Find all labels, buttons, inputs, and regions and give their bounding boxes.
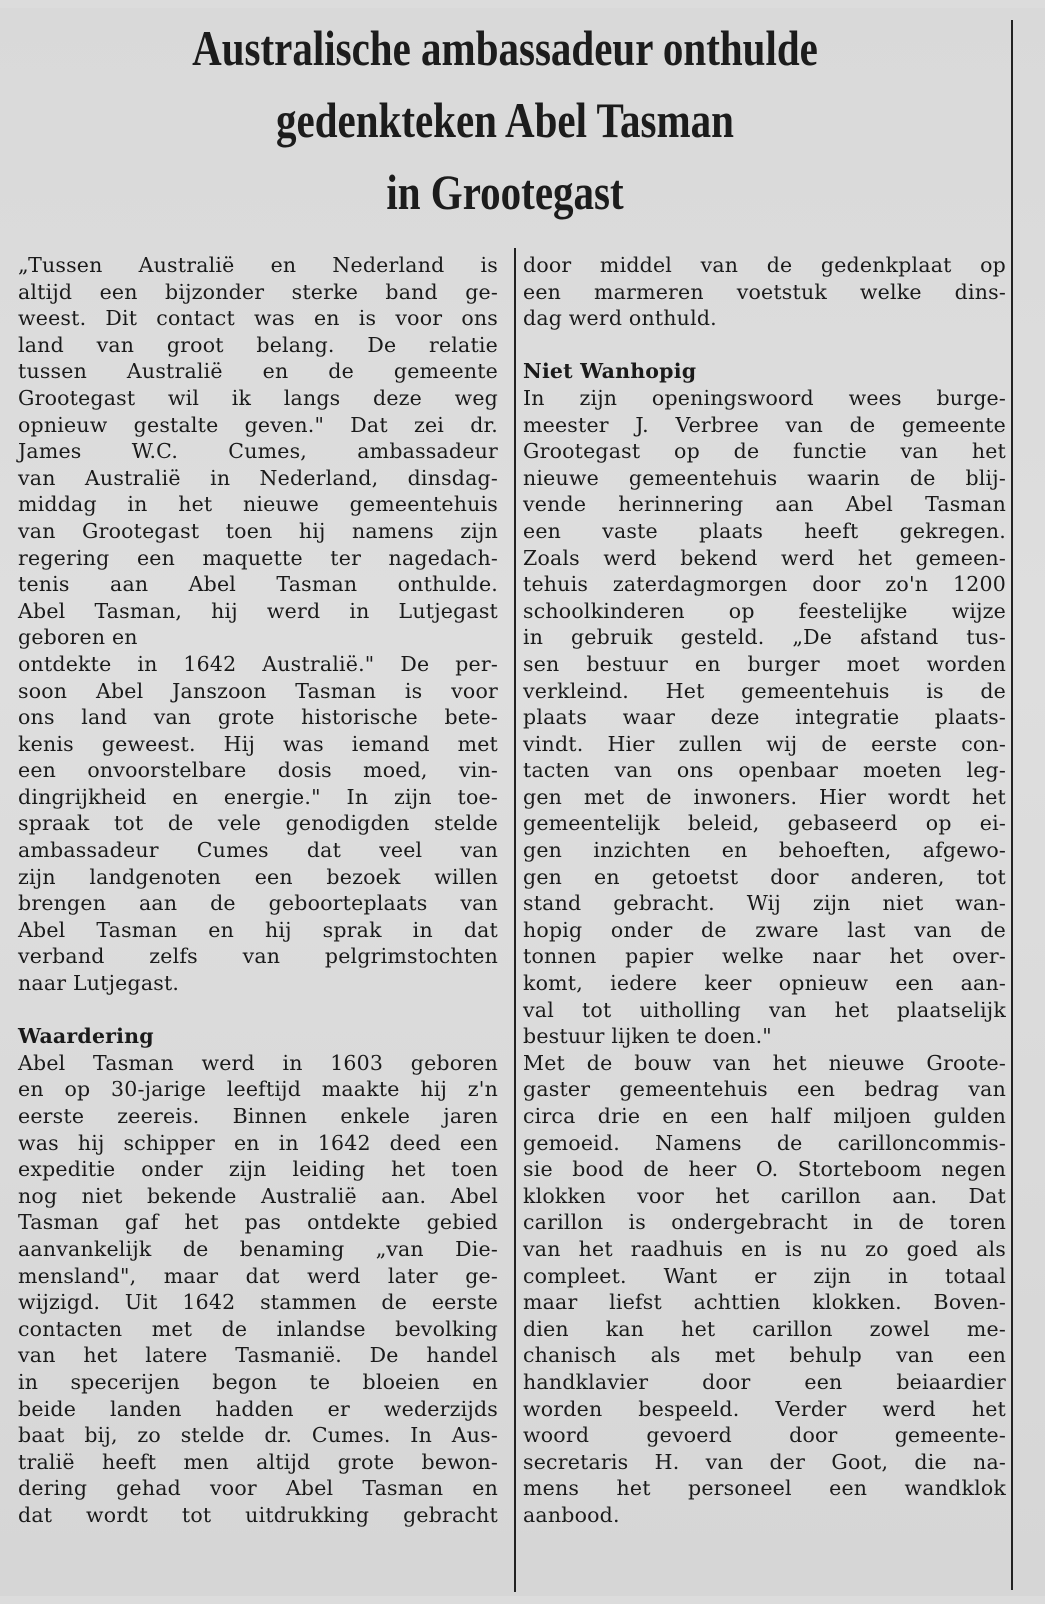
- text-line: van Grootegast toen hij namens zijn: [18, 518, 498, 543]
- text-line: zijn landgenoten een bezoek willen: [18, 864, 498, 889]
- text-line: circa drie en een half miljoen gulden: [523, 1104, 1006, 1128]
- text-line: komt, iedere keer opnieuw een aan-: [523, 971, 1006, 996]
- text-line: dering gehad voor Abel Tasman en: [18, 1476, 498, 1501]
- text-line: in specerijen begon te bloeien en: [18, 1369, 498, 1394]
- text-line: middag in het nieuwe gemeentehuis: [18, 492, 498, 517]
- text-line: regering een maquette ter nagedach-: [18, 545, 498, 570]
- right-column: [523, 252, 1006, 1529]
- text-line: gen inzichten en behoeften, afgewo-: [523, 838, 1006, 863]
- text-line: weest. Dit contact was en is voor ons: [18, 306, 498, 331]
- text-line: Zoals werd bekend werd het gemeen-: [523, 545, 1006, 570]
- text-line: aanbood.: [523, 1502, 620, 1527]
- text-line: contacten met de inlandse bevolking: [18, 1316, 498, 1341]
- text-line: bestuur lijken te doen.": [523, 1024, 772, 1049]
- column-divider: [514, 248, 516, 1592]
- text-line: een vaste plaats heeft gekregen.: [523, 518, 1006, 543]
- text-line: verband zelfs van pelgrimstochten: [18, 944, 498, 969]
- text-line: was hij schipper en in 1642 deed een: [18, 1130, 498, 1155]
- text-line: Abel Tasman werd in 1603 geboren: [18, 1050, 498, 1075]
- text-line: dat wordt tot uitdrukking gebracht: [18, 1502, 498, 1527]
- text-line: mens het personeel een wandklok: [523, 1476, 1006, 1501]
- text-line: aanvankelijk de benaming „van Die-: [18, 1236, 498, 1261]
- text-line: Grootegast wil ik langs deze weg: [18, 385, 498, 410]
- text-line: in gebruik gesteld. „De afstand tus-: [523, 625, 1006, 650]
- left-column: [18, 252, 498, 1529]
- headline-line: Australische ambassadeur onthulde: [192, 20, 818, 76]
- text-line: Met de bouw van het nieuwe Groote-: [523, 1050, 1006, 1075]
- text-line: naar Lutjegast.: [18, 971, 180, 996]
- text-line: baat bij, zo stelde dr. Cumes. In Aus-: [18, 1423, 498, 1448]
- text-line: gemeentelijk beleid, gebaseerd op ei-: [523, 811, 1006, 836]
- headline: [91, 12, 919, 228]
- text-line: James W.C. Cumes, ambassadeur: [18, 439, 498, 464]
- text-line: altijd een bijzonder sterke band ge-: [18, 279, 498, 304]
- text-line: plaats waar deze integratie plaats-: [523, 705, 1006, 730]
- text-line: van Australië in Nederland, dinsdag-: [18, 465, 498, 490]
- text-line: spraak tot de vele genodigden stelde: [18, 811, 498, 836]
- text-line: schoolkinderen op feestelijke wijze: [523, 598, 1006, 623]
- text-line: woord gevoerd door gemeente-: [523, 1423, 1006, 1448]
- text-line: Abel Tasman en hij sprak in dat: [18, 917, 498, 942]
- text-line: nieuwe gemeentehuis waarin de blij-: [523, 465, 1006, 490]
- text-line: wijzigd. Uit 1642 stammen de eerste: [18, 1290, 498, 1315]
- text-line: kenis geweest. Hij was iemand met: [18, 731, 498, 756]
- text-line: worden bespeeld. Verder werd het: [523, 1396, 1006, 1421]
- text-line: expeditie onder zijn leiding het toen: [18, 1157, 498, 1182]
- paragraph-gap: [523, 332, 1006, 359]
- text-line: ons land van grote historische bete-: [18, 705, 498, 730]
- text-line: tralië heeft men altijd grote bewon-: [18, 1449, 498, 1474]
- text-line: geboren en: [18, 625, 138, 650]
- text-line: ambassadeur Cumes dat veel van: [18, 838, 498, 863]
- text-line: handklavier door een beiaardier: [523, 1369, 1006, 1394]
- text-line: brengen aan de geboorteplaats van: [18, 891, 498, 916]
- text-line: vindt. Hier zullen wij de eerste con-: [523, 731, 1006, 756]
- text-line: secretaris H. van der Goot, die na-: [523, 1449, 1006, 1474]
- text-line: soon Abel Janszoon Tasman is voor: [18, 678, 498, 703]
- text-line: eerste zeereis. Binnen enkele jaren: [18, 1104, 498, 1128]
- text-line: stand gebracht. Wij zijn niet wan-: [523, 891, 1006, 916]
- text-line: nog niet bekende Australië aan. Abel: [18, 1183, 498, 1208]
- text-line: In zijn openingswoord wees burge-: [523, 385, 1006, 410]
- text-line: sie bood de heer O. Storteboom negen: [523, 1157, 1006, 1182]
- text-line: chanisch als met behulp van een: [523, 1343, 1006, 1368]
- text-line: Grootegast op de functie van het: [523, 439, 1006, 464]
- text-line: tehuis zaterdagmorgen door zo'n 1200: [523, 572, 1006, 597]
- text-line: mensland", maar dat werd later ge-: [18, 1263, 498, 1288]
- text-line: Abel Tasman, hij werd in Lutjegast: [18, 598, 498, 623]
- right-border-rule: [1011, 20, 1013, 1590]
- text-line: een onvoorstelbare dosis moed, vin-: [18, 758, 498, 783]
- text-line: een marmeren voetstuk welke dins-: [523, 279, 1006, 304]
- text-line: dag werd onthuld.: [523, 306, 717, 331]
- text-line: „Tussen Australië en Nederland is: [18, 253, 498, 277]
- text-line: door middel van de gedenkplaat op: [523, 253, 1006, 277]
- headline-line: gedenkteken Abel Tasman: [276, 92, 734, 148]
- text-line: gen en getoetst door anderen, tot: [523, 864, 1006, 889]
- text-line: gaster gemeentehuis een bedrag van: [523, 1077, 1006, 1102]
- text-line: ontdekte in 1642 Australië." De per-: [18, 651, 498, 676]
- text-line: maar liefst achttien klokken. Boven-: [523, 1290, 1006, 1315]
- subheading: Waardering: [18, 1024, 154, 1049]
- text-line: gemoeid. Namens de carilloncommis-: [523, 1130, 1006, 1155]
- headline-line: in Grootegast: [386, 164, 624, 220]
- text-line: sen bestuur en burger moet worden: [523, 651, 1006, 676]
- paragraph-gap: [18, 997, 498, 1024]
- text-line: tacten van ons openbaar moeten leg-: [523, 758, 1006, 783]
- text-line: en op 30-jarige leeftijd maakte hij z'n: [18, 1077, 498, 1102]
- text-line: vende herinnering aan Abel Tasman: [523, 492, 1006, 517]
- text-line: dingrijkheid en energie." In zijn toe-: [18, 784, 498, 809]
- text-line: klokken voor het carillon aan. Dat: [523, 1183, 1006, 1208]
- text-line: beide landen hadden er wederzijds: [18, 1396, 498, 1421]
- text-line: van het latere Tasmanië. De handel: [18, 1343, 498, 1368]
- text-line: land van groot belang. De relatie: [18, 332, 498, 357]
- text-line: tenis aan Abel Tasman onthulde.: [18, 572, 498, 597]
- text-line: compleet. Want er zijn in totaal: [523, 1263, 1006, 1288]
- text-line: carillon is ondergebracht in de toren: [523, 1210, 1006, 1235]
- text-line: tonnen papier welke naar het over-: [523, 944, 1006, 969]
- text-line: gen met de inwoners. Hier wordt het: [523, 784, 1006, 809]
- text-line: meester J. Verbree van de gemeente: [523, 412, 1006, 437]
- text-line: Tasman gaf het pas ontdekte gebied: [18, 1210, 498, 1235]
- text-line: dien kan het carillon zowel me-: [523, 1316, 1006, 1341]
- text-line: tussen Australië en de gemeente: [18, 359, 498, 384]
- text-line: verkleind. Het gemeentehuis is de: [523, 678, 1006, 703]
- text-line: opnieuw gestalte geven." Dat zei dr.: [18, 412, 498, 437]
- subheading: Niet Wanhopig: [523, 359, 697, 384]
- text-line: van het raadhuis en is nu zo goed als: [523, 1236, 1006, 1261]
- text-line: val tot uitholling van het plaatselijk: [523, 997, 1006, 1022]
- text-line: hopig onder de zware last van de: [523, 917, 1006, 942]
